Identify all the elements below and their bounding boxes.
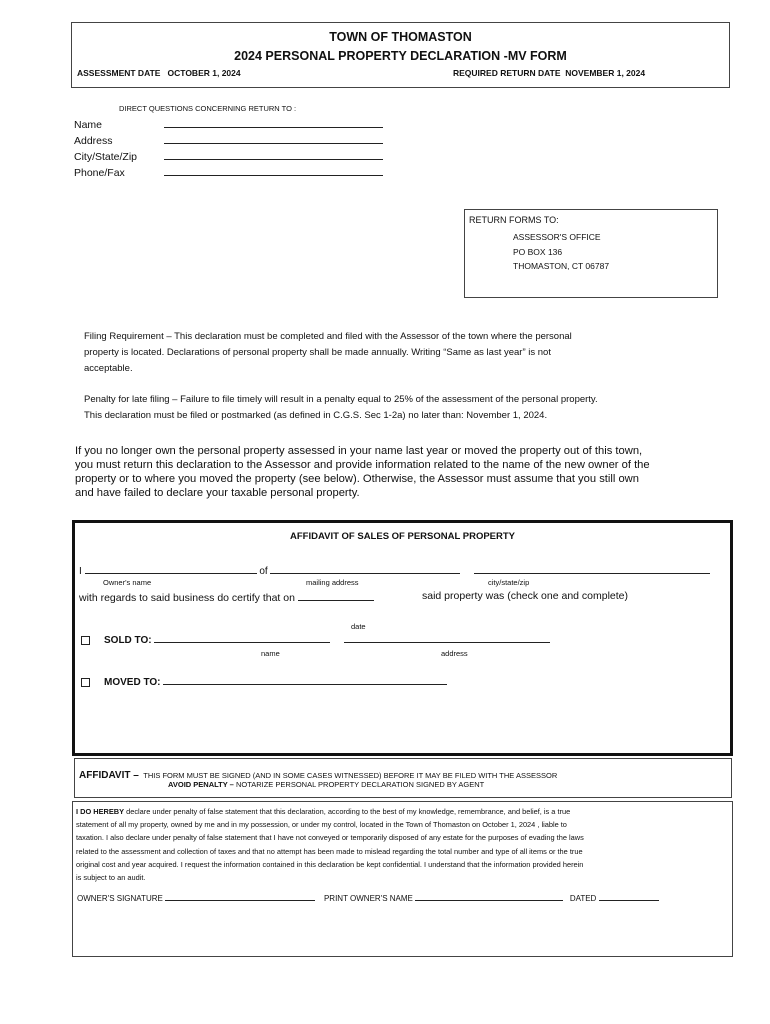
city-line[interactable] <box>164 149 383 160</box>
moved-checkbox[interactable] <box>81 678 90 687</box>
field-label: Address <box>74 135 113 147</box>
declaration-line-4: related to the assessment and collection of taxes and that no attempt has been made to mislead regarding the total number and type of all items or the true <box>76 846 583 856</box>
name-line[interactable] <box>164 117 383 128</box>
declaration-lead: I DO HEREBY <box>76 807 125 816</box>
assessment-date-label: ASSESSMENT DATE <box>77 68 161 78</box>
moved-label: MOVED TO: <box>104 677 161 688</box>
declaration-line-1: declare under penalty of false statement that this declaration, according to the best of my knowledge, remembrance, and belief, is a true <box>124 807 571 816</box>
i-label: I <box>79 566 82 577</box>
return-address <box>513 230 609 274</box>
dated-line[interactable] <box>599 893 659 901</box>
of-label: of <box>259 566 268 577</box>
notice-line: property or to where you moved the property (see below). Otherwise, the Assessor must assume that you still own <box>75 473 639 485</box>
property-text: said property was (check one and complete) <box>422 590 629 602</box>
city-caption: city/state/zip <box>488 578 530 587</box>
form-title: 2024 PERSONAL PROPERTY DECLARATION -MV FORM <box>234 49 567 63</box>
questions-heading: DIRECT QUESTIONS CONCERNING RETURN TO : <box>119 104 297 113</box>
field-label: Phone/Fax <box>74 167 125 179</box>
signature-line[interactable] <box>165 893 315 901</box>
avoid-label: AVOID PENALTY – <box>168 780 234 789</box>
notice-line: If you no longer own the personal property assessed in your name last year or moved the property out of this town, <box>75 445 643 457</box>
required-date-value: NOVEMBER 1, 2024 <box>565 68 646 78</box>
filing-requirement <box>84 329 572 377</box>
notice-paragraph <box>75 444 650 500</box>
field-phone-fax[interactable] <box>74 165 383 181</box>
address-caption: address <box>441 649 468 658</box>
assessment-date-row <box>77 68 241 78</box>
declaration-line-3: taxation. I also declare under penalty of false statement that I have not conveyed or temporarily disposed of any estate for the purposes of evading the laws <box>76 833 584 843</box>
sold-checkbox[interactable] <box>81 636 90 645</box>
penalty-text <box>84 392 598 424</box>
questions-fields <box>74 117 383 181</box>
sold-label: SOLD TO: <box>104 635 152 646</box>
required-date-label: REQUIRED RETURN DATE <box>453 68 561 78</box>
return-line: PO BOX 136 <box>513 246 563 257</box>
mailing-caption: mailing address <box>306 578 359 587</box>
field-label: Name <box>74 119 103 131</box>
penalty-line: Penalty for late filing – Failure to file timely will result in a penalty equal to 25% of the assessment of the personal property. <box>84 394 598 405</box>
sold-row <box>81 632 550 646</box>
city-state-zip-line[interactable] <box>474 563 710 574</box>
field-label: City/State/Zip <box>74 151 138 163</box>
affidavit-title: AFFIDAVIT – <box>79 770 139 781</box>
assessment-date-value: OCTOBER 1, 2024 <box>167 68 241 78</box>
declaration-line <box>76 805 584 818</box>
dated-label: DATED <box>569 894 597 903</box>
certify-row <box>79 590 374 604</box>
return-line: ASSESSOR'S OFFICE <box>513 232 601 242</box>
phone-line[interactable] <box>164 165 383 176</box>
field-name[interactable] <box>74 117 383 133</box>
date-caption: date <box>351 622 366 631</box>
avoid-penalty-row <box>168 780 484 789</box>
owner-name-line[interactable] <box>85 563 257 574</box>
penalty-line: This declaration must be filed or postmarked (as defined in C.G.S. Sec 1-2a) no later than: November 1, 2024. <box>84 410 548 421</box>
return-heading: RETURN FORMS TO: <box>469 215 559 225</box>
filing-line: property is located. Declarations of personal property shall be made annually. Writing “Same as last year” is not <box>84 347 551 358</box>
print-name-line[interactable] <box>415 893 563 901</box>
owner-row <box>79 563 710 577</box>
avoid-note: NOTARIZE PERSONAL PROPERTY DECLARATION SIGNED BY AGENT <box>235 780 485 789</box>
sold-name-line[interactable] <box>154 632 330 643</box>
field-address[interactable] <box>74 133 383 149</box>
declaration-text <box>76 805 584 884</box>
notice-line: you must return this declaration to the Assessor and provide information related to the name of the new owner of the <box>75 459 650 471</box>
signature-row <box>77 893 659 903</box>
notice-line: and have failed to declare your taxable personal property. <box>75 487 360 499</box>
print-name-label: PRINT OWNER'S NAME <box>323 894 413 903</box>
return-line: THOMASTON, CT 06787 <box>513 261 610 271</box>
field-city-state-zip[interactable] <box>74 149 383 165</box>
affidavit-sales-title: AFFIDAVIT OF SALES OF PERSONAL PROPERTY <box>289 531 516 542</box>
address-line[interactable] <box>164 133 383 144</box>
owner-caption: Owner's name <box>103 578 152 587</box>
filing-line: acceptable. <box>84 363 133 374</box>
declaration-line-5: original cost and year acquired. I request the information contained in this declaration be kept confidential. I understand that the information provided herein <box>76 859 584 869</box>
filing-line: Filing Requirement – This declaration must be completed and filed with the Assessor of the town where the personal <box>84 331 572 342</box>
town-title: TOWN OF THOMASTON <box>329 30 472 44</box>
name-caption: name <box>261 649 280 658</box>
signature-label: OWNER'S SIGNATURE <box>77 894 163 903</box>
moved-to-line[interactable] <box>163 674 447 685</box>
sold-address-line[interactable] <box>344 632 550 643</box>
mailing-address-line[interactable] <box>270 563 460 574</box>
declaration-line-6: is subject to an audit. <box>76 873 146 883</box>
certify-text: with regards to said business do certify that on <box>79 592 295 604</box>
declaration-line-2: statement of all my property, owned by me and in my possession, or under my control, located in the Town of Thomaston on October 1, 2024 , liable to <box>76 820 567 830</box>
date-line[interactable] <box>298 590 374 601</box>
moved-row <box>81 674 447 688</box>
required-date-row <box>453 68 645 78</box>
affidavit-note: THIS FORM MUST BE SIGNED (AND IN SOME CASES WITNESSED) BEFORE IT MAY BE FILED WITH THE ASSESSOR <box>143 771 558 780</box>
